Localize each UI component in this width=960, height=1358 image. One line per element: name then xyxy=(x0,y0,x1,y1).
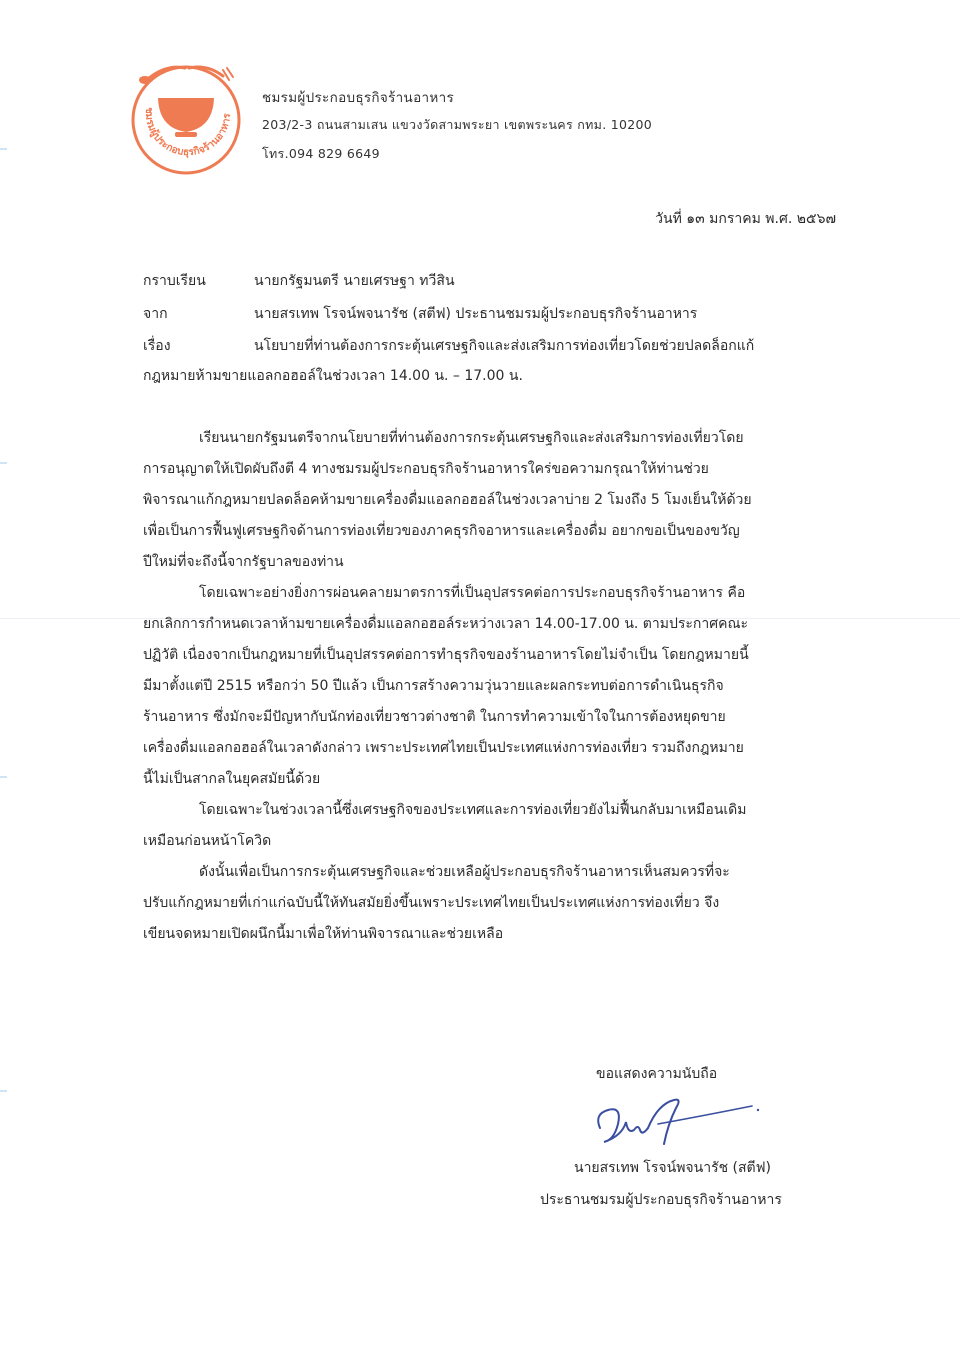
subject-label: เรื่อง xyxy=(143,338,171,354)
org-phone: โทร.094 829 6649 xyxy=(262,146,380,161)
scan-margin-mark xyxy=(0,462,7,464)
body-line: การอนุญาตให้เปิดผับถึงตี 4 ทางชมรมผู้ประกอบธุรกิจร้านอาหารใคร่ขอความกรุณาให้ท่านช่วย xyxy=(143,461,709,477)
subject-line: นโยบายที่ท่านต้องการกระตุ้นเศรษฐกิจและส่งเสริมการท่องเที่ยวโดยช่วยปลดล็อกแก้ xyxy=(254,338,755,354)
from-value: นายสรเทพ โรจน์พจนารัช (สตีฟ) ประธานชมรมผู้ประกอบธุรกิจร้านอาหาร xyxy=(254,306,698,322)
body-line: เขียนจดหมายเปิดผนึกนี้มาเพื่อให้ท่านพิจารณาและช่วยเหลือ xyxy=(143,926,504,942)
body-line: ยกเลิกการกำหนดเวลาห้ามขายเครื่องดื่มแอลกอฮอล์ระหว่างเวลา 14.00-17.00 น. ตามประกาศคณะ xyxy=(143,616,749,632)
logo-arc-text: ชมรมผู้ประกอบธุรกิจร้านอาหาร xyxy=(142,106,234,159)
scan-margin-mark xyxy=(0,776,7,778)
letter-date: วันที่ ๑๓ มกราคม พ.ศ. ๒๕๖๗ xyxy=(655,211,836,227)
handwritten-signature xyxy=(592,1094,762,1150)
closing-salutation: ขอแสดงความนับถือ xyxy=(596,1066,718,1082)
body-line: โดยเฉพาะในช่วงเวลานี้ซึ่งเศรษฐกิจของประเทศและการท่องเที่ยวยังไม่ฟื้นกลับมาเหมือนเดิม xyxy=(199,802,747,818)
to-value: นายกรัฐมนตรี นายเศรษฐา ทวีสิน xyxy=(254,273,455,289)
scan-margin-mark xyxy=(0,148,7,150)
body-line: เรียนนายกรัฐมนตรีจากนโยบายที่ท่านต้องการกระตุ้นเศรษฐกิจและส่งเสริมการท่องเที่ยวโดย xyxy=(199,430,744,446)
body-line: นี้ไม่เป็นสากลในยุคสมัยนี้ด้วย xyxy=(143,771,321,787)
association-logo xyxy=(127,58,245,176)
body-line: มีมาตั้งแต่ปี 2515 หรือกว่า 50 ปีแล้ว เป็นการสร้างความวุ่นวายและผลกระทบต่อการดำเนินธุรกิจ xyxy=(143,678,724,694)
body-line: เหมือนก่อนหน้าโควิด xyxy=(143,833,272,849)
body-line: พิจารณาแก้กฎหมายปลดล็อคห้ามขายเครื่องดื่มแอลกอฮอล์ในช่วงเวลาบ่าย 2 โมงถึง 5 โมงเย็นให้ด้วย xyxy=(143,492,752,508)
body-line: โดยเฉพาะอย่างยิ่งการผ่อนคลายมาตรการที่เป็นอุปสรรคต่อการประกอบธุรกิจร้านอาหาร คือ xyxy=(199,585,746,601)
body-line: เพื่อเป็นการฟื้นฟูเศรษฐกิจด้านการท่องเที่ยวของภาคธุรกิจอาหารและเครื่องดื่ม อยากขอเป็นของขวัญ xyxy=(143,523,740,539)
scan-margin-mark xyxy=(0,1090,7,1092)
body-line: ปฏิวัติ เนื่องจากเป็นกฎหมายที่เป็นอุปสรรคต่อการทำธุรกิจของร้านอาหารโดยไม่จำเป็น โดยกฎหมายนี้ xyxy=(143,647,749,663)
org-name: ชมรมผู้ประกอบธุรกิจร้านอาหาร xyxy=(262,90,454,106)
from-label: จาก xyxy=(143,306,168,322)
signatory-title: ประธานชมรมผู้ประกอบธุรกิจร้านอาหาร xyxy=(540,1192,782,1208)
body-line: เครื่องดื่มแอลกอฮอล์ในเวลาดังกล่าว เพราะประเทศไทยเป็นประเทศแห่งการท่องเที่ยว รวมถึงกฎหมาย xyxy=(143,740,744,756)
subject-line: กฎหมายห้ามขายแอลกอฮอล์ในช่วงเวลา 14.00 น. – 17.00 น. xyxy=(143,368,523,384)
body-line: ปรับแก้กฎหมายที่เก่าแก่ฉบับนี้ให้ทันสมัยยิ่งขึ้นเพราะประเทศไทยเป็นประเทศแห่งการท่องเที่ยว จึง xyxy=(143,895,720,911)
body-line: ร้านอาหาร ซึ่งมักจะมีปัญหากับนักท่องเที่ยวชาวต่างชาติ ในการทำความเข้าใจในการต้องหยุดขาย xyxy=(143,709,726,725)
org-address: 203/2-3 ถนนสามเสน แขวงวัดสามพระยา เขตพระนคร กทม. 10200 xyxy=(262,117,653,132)
signatory-name: นายสรเทพ โรจน์พจนารัช (สตีฟ) xyxy=(574,1160,772,1176)
to-label: กราบเรียน xyxy=(143,273,206,289)
body-line: ปีใหม่ที่จะถึงนี้จากรัฐบาลของท่าน xyxy=(143,554,344,570)
body-line: ดังนั้นเพื่อเป็นการกระตุ้นเศรษฐกิจและช่วยเหลือผู้ประกอบธุรกิจร้านอาหารเห็นสมควรที่จะ xyxy=(199,864,730,880)
